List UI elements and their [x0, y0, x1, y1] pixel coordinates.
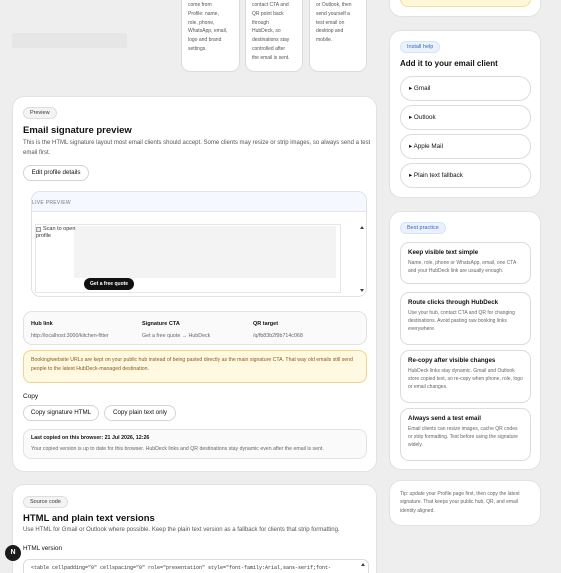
qr-target-field: [253, 321, 353, 339]
booking-warning: [23, 350, 367, 383]
accordion-label: Gmail: [413, 85, 431, 92]
signature-cta-field: [142, 321, 242, 339]
qr-image-alt: Scan to open profile: [36, 226, 76, 239]
install-card: [389, 30, 541, 198]
info-column-1: [181, 0, 240, 72]
tip-card: [400, 292, 531, 345]
html-version-label: HTML version: [23, 545, 62, 552]
info-column-line: mobile.: [316, 37, 333, 44]
code-scroll-up-icon[interactable]: [361, 563, 365, 566]
live-preview-header: [32, 192, 366, 212]
scroll-up-icon[interactable]: [360, 226, 364, 229]
last-copied-panel: [23, 429, 367, 459]
tip-card: [400, 350, 531, 403]
info-column-line: WhatsApp, email,: [188, 28, 228, 35]
get-quote-button[interactable]: Get a free quote: [84, 278, 134, 290]
info-column-line: destinations stay: [252, 37, 290, 44]
tip-title: Keep visible text simple: [408, 249, 479, 256]
info-column-line: controlled after: [252, 45, 286, 52]
tip-body: HubDeck links stay dynamic. Gmail and Outlook store copied text, so re-copy when phone, role, logo or email changes.: [408, 368, 523, 391]
signature-image-placeholder: [74, 226, 336, 278]
preview-title: Email signature preview: [23, 125, 132, 136]
signature-cta-label: Signature CTA: [142, 321, 180, 327]
signature-cta-value: Get a free quote → HubDeck: [142, 333, 211, 339]
hub-link-field: [31, 321, 131, 339]
top-right-card: [389, 0, 541, 17]
best-practice-card: [389, 211, 541, 470]
preview-badge: Preview: [23, 107, 57, 119]
tip-body: Name, role, phone or WhatsApp, email, one CTA and your HubDeck link are usually enough.: [408, 260, 517, 275]
footer-tip-text: Tip: update your Profile page first, then copy the latest signature. That keeps your public hub, QR, and email identity aligned.: [400, 491, 520, 514]
hub-link-label: Hub link: [31, 321, 53, 327]
install-badge: Install help: [400, 41, 440, 53]
info-column-3: [309, 0, 367, 72]
tip-title: Route clicks through HubDeck: [408, 299, 499, 306]
install-title: Add it to your email client: [400, 59, 498, 68]
tip-body: Use your hub, contact CTA and QR for changing destinations. Avoid pasting raw booking links everywhere.: [408, 310, 515, 333]
info-column-line: the email is sent.: [252, 54, 290, 61]
outlook-caret-icon: ▸: [409, 114, 414, 121]
yellow-notice: [400, 0, 531, 7]
info-column-line: role, phone,: [188, 19, 215, 26]
source-badge: Source code: [23, 496, 68, 508]
hub-link-value: http://localhost:3000/kitchen-fitter: [31, 333, 109, 339]
accordion-apple-mail[interactable]: [400, 134, 531, 159]
link-summary-panel: [23, 311, 367, 345]
preview-scrollbar[interactable]: [360, 226, 364, 292]
tip-body: Email clients can resize images, cache QR codes or strip formatting. Test before using the signature widely.: [408, 426, 518, 449]
info-column-line: test email on: [316, 19, 345, 26]
info-column-2: [245, 0, 303, 72]
info-column-line: logo and brand: [188, 37, 222, 44]
info-column-line: send yourself a: [316, 10, 350, 17]
preview-card: [12, 96, 377, 472]
edit-profile-button[interactable]: Edit profile details: [23, 165, 89, 181]
booking-warning-text: Booking/website URLs are kept on your public hub instead of being pasted directly as the main signature CTA. That way old emails still send people to the latest HubDeck-managed destination.: [31, 357, 353, 372]
info-column-line: contact CTA and: [252, 2, 289, 8]
gmail-caret-icon: ▸: [409, 85, 414, 92]
info-column-line: HubDeck, so: [252, 28, 281, 35]
footer-tip-card: [389, 480, 541, 526]
best-practice-badge: Best practice: [400, 222, 446, 234]
tip-title: Re-copy after visible changes: [408, 357, 496, 364]
html-code-line: <table cellpadding="0" cellspacing="0" role="presentation" style="font-family:Arial,sans-serif;font-: [31, 565, 332, 571]
tip-card: [400, 242, 531, 284]
last-copied-text: Last copied on this browser: 21 Jul 2026, 12:26: [31, 435, 150, 441]
tip-card: [400, 408, 531, 461]
preview-description: This is the HTML signature layout most email clients should accept. Some clients may resize or strip images, so always send a test email first.: [23, 140, 371, 156]
avatar-letter: N: [10, 549, 16, 556]
qr-target-value: /q/fb83b2f9b714c068: [253, 333, 303, 339]
last-copied-note: Your copied version is up to date for this browser. HubDeck links and QR destinations stay dynamic even after the email is sent.: [31, 446, 324, 452]
info-column-line: Profile: name,: [188, 10, 219, 17]
scroll-down-icon[interactable]: [360, 289, 364, 292]
accordion-plain-text[interactable]: [400, 163, 531, 188]
accordion-outlook[interactable]: [400, 105, 531, 130]
accordion-label: Outlook: [413, 114, 436, 121]
html-code-box: [23, 559, 369, 573]
copy-html-button[interactable]: Copy signature HTML: [23, 405, 99, 421]
floating-avatar-button[interactable]: [5, 545, 21, 561]
plain-text-caret-icon: ▸: [409, 172, 414, 179]
live-preview-panel: [31, 191, 367, 297]
source-description: Use HTML for Gmail or Outlook where possible. Keep the plain text version as a fallback for clients that strip formatting.: [23, 527, 340, 533]
copy-plain-text-button[interactable]: Copy plain text only: [104, 405, 176, 421]
accordion-label: Apple Mail: [413, 143, 443, 150]
live-preview-label: LIVE PREVIEW: [32, 200, 71, 206]
info-column-line: QR point back: [252, 10, 284, 17]
accordion-label: Plain text fallback: [413, 172, 463, 179]
info-column-line: through: [252, 19, 269, 26]
info-column-line: settings.: [188, 45, 207, 52]
info-column-line: desktop and: [316, 28, 344, 35]
info-column-line: come from: [188, 2, 212, 8]
copy-heading: Copy: [23, 393, 39, 400]
info-column-line: or Outlook, then: [316, 2, 352, 8]
qr-target-label: QR target: [253, 321, 279, 327]
placeholder-bar: [12, 33, 127, 48]
source-title: HTML and plain text versions: [23, 513, 155, 524]
source-card: [12, 484, 377, 573]
accordion-gmail[interactable]: [400, 76, 531, 101]
tip-title: Always send a test email: [408, 415, 481, 422]
apple-mail-caret-icon: ▸: [409, 143, 414, 150]
